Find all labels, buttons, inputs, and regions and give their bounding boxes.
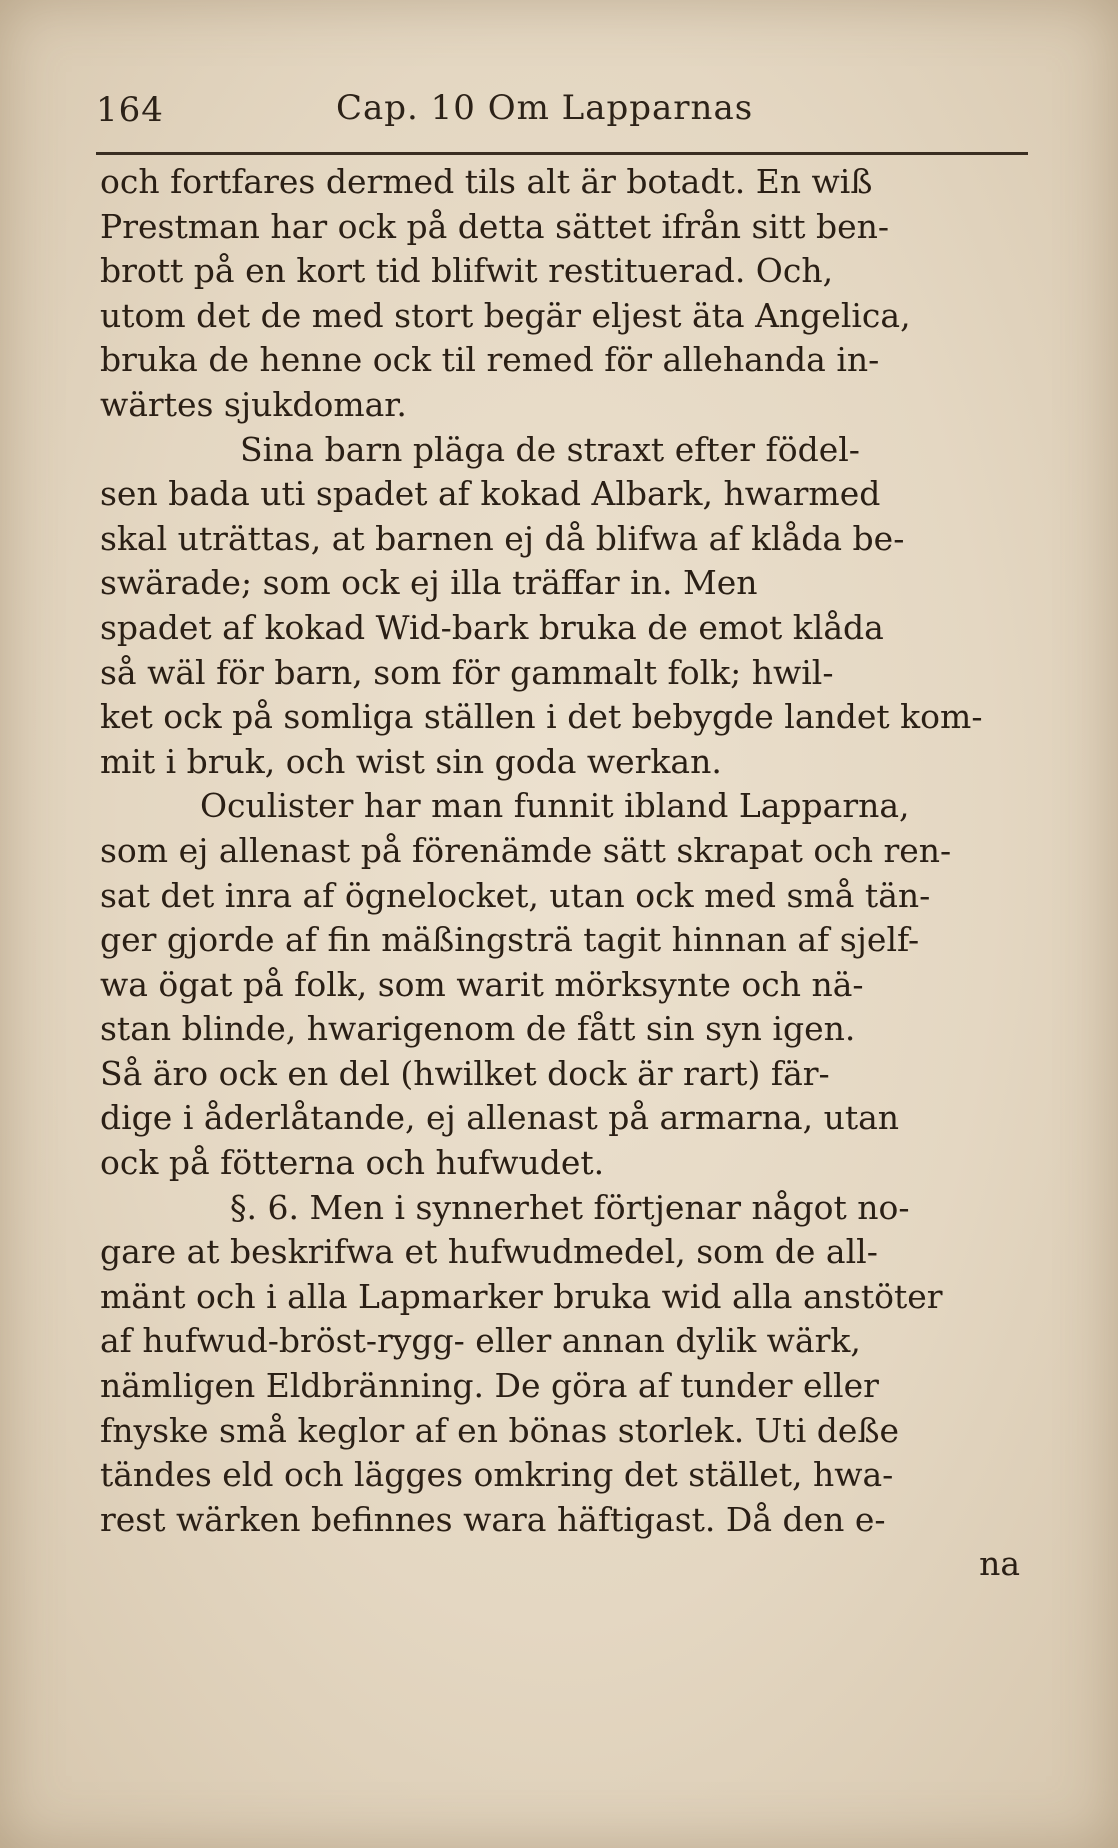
text-line: Prestman har ock på detta sättet ifrån sitt ben-: [100, 206, 890, 246]
paragraph-start-line: Oculister har man funnit ibland Lapparna,: [200, 786, 910, 826]
text-line: ger gjorde af fin mäßingsträ tagit hinnan af sjelf-: [100, 920, 920, 960]
text-line: swärade; som ock ej illa träffar in. Men: [100, 563, 758, 603]
text-line: ket ock på somliga ställen i det bebygde landet kom-: [100, 697, 983, 737]
catchword: na: [979, 1544, 1020, 1584]
text-line: som ej allenast på förenämde sätt skrapat och ren-: [100, 830, 952, 870]
text-line: wärtes sjukdomar.: [100, 384, 407, 424]
text-line: gare at beskrifwa et hufwudmedel, som de all-: [100, 1232, 878, 1272]
text-line: rest wärken befinnes wara häftigast. Då den e-: [100, 1499, 886, 1539]
text-line: spadet af kokad Wid-bark bruka de emot klåda: [100, 607, 884, 647]
text-line: ock på fötterna och hufwudet.: [100, 1143, 605, 1183]
running-head: Cap. 10 Om Lapparnas: [336, 88, 754, 128]
text-line: mänt och i alla Lapmarker bruka wid alla anstöter: [100, 1276, 943, 1316]
text-line: utom det de med stort begär eljest äta Angelica,: [100, 295, 911, 335]
text-line: skal uträttas, at barnen ej då blifwa af klåda be-: [100, 518, 905, 558]
text-line: dige i åderlåtande, ej allenast på armarna, utan: [100, 1098, 900, 1138]
body-text: [100, 160, 1060, 1587]
text-line: brott på en kort tid blifwit restituerad. Och,: [100, 251, 834, 291]
text-line: nämligen Eldbränning. De göra af tunder eller: [100, 1366, 879, 1406]
paragraph-start-line: Sina barn pläga de straxt efter födel-: [240, 429, 860, 469]
header-rule: [96, 152, 1028, 155]
text-line: så wäl för barn, som för gammalt folk; hwil-: [100, 652, 834, 692]
text-line: tändes eld och lägges omkring det stället, hwa-: [100, 1455, 894, 1495]
page-header: [96, 82, 1026, 142]
text-line: bruka de henne ock til remed för allehanda in-: [100, 340, 880, 380]
text-line: af hufwud-bröst-rygg- eller annan dylik wärk,: [100, 1321, 861, 1361]
text-line: sat det inra af ögnelocket, utan ock med små tän-: [100, 875, 931, 915]
text-line: mit i bruk, och wist sin goda werkan.: [100, 741, 722, 781]
text-line: Så äro ock en del (hwilket dock är rart) fär-: [100, 1053, 830, 1093]
page-number: 164: [96, 90, 164, 130]
text-line: stan blinde, hwarigenom de fått sin syn igen.: [100, 1009, 856, 1049]
text-line: wa ögat på folk, som warit mörksynte och nä-: [100, 964, 864, 1004]
text-line: och fortfares dermed tils alt är botadt. En wiß: [100, 162, 873, 201]
text-line: sen bada uti spadet af kokad Albark, hwarmed: [100, 474, 881, 514]
text-line: fnyske små keglor af en bönas storlek. Uti deße: [100, 1410, 900, 1450]
section-start-line: §. 6. Men i synnerhet förtjenar något no-: [230, 1187, 910, 1227]
